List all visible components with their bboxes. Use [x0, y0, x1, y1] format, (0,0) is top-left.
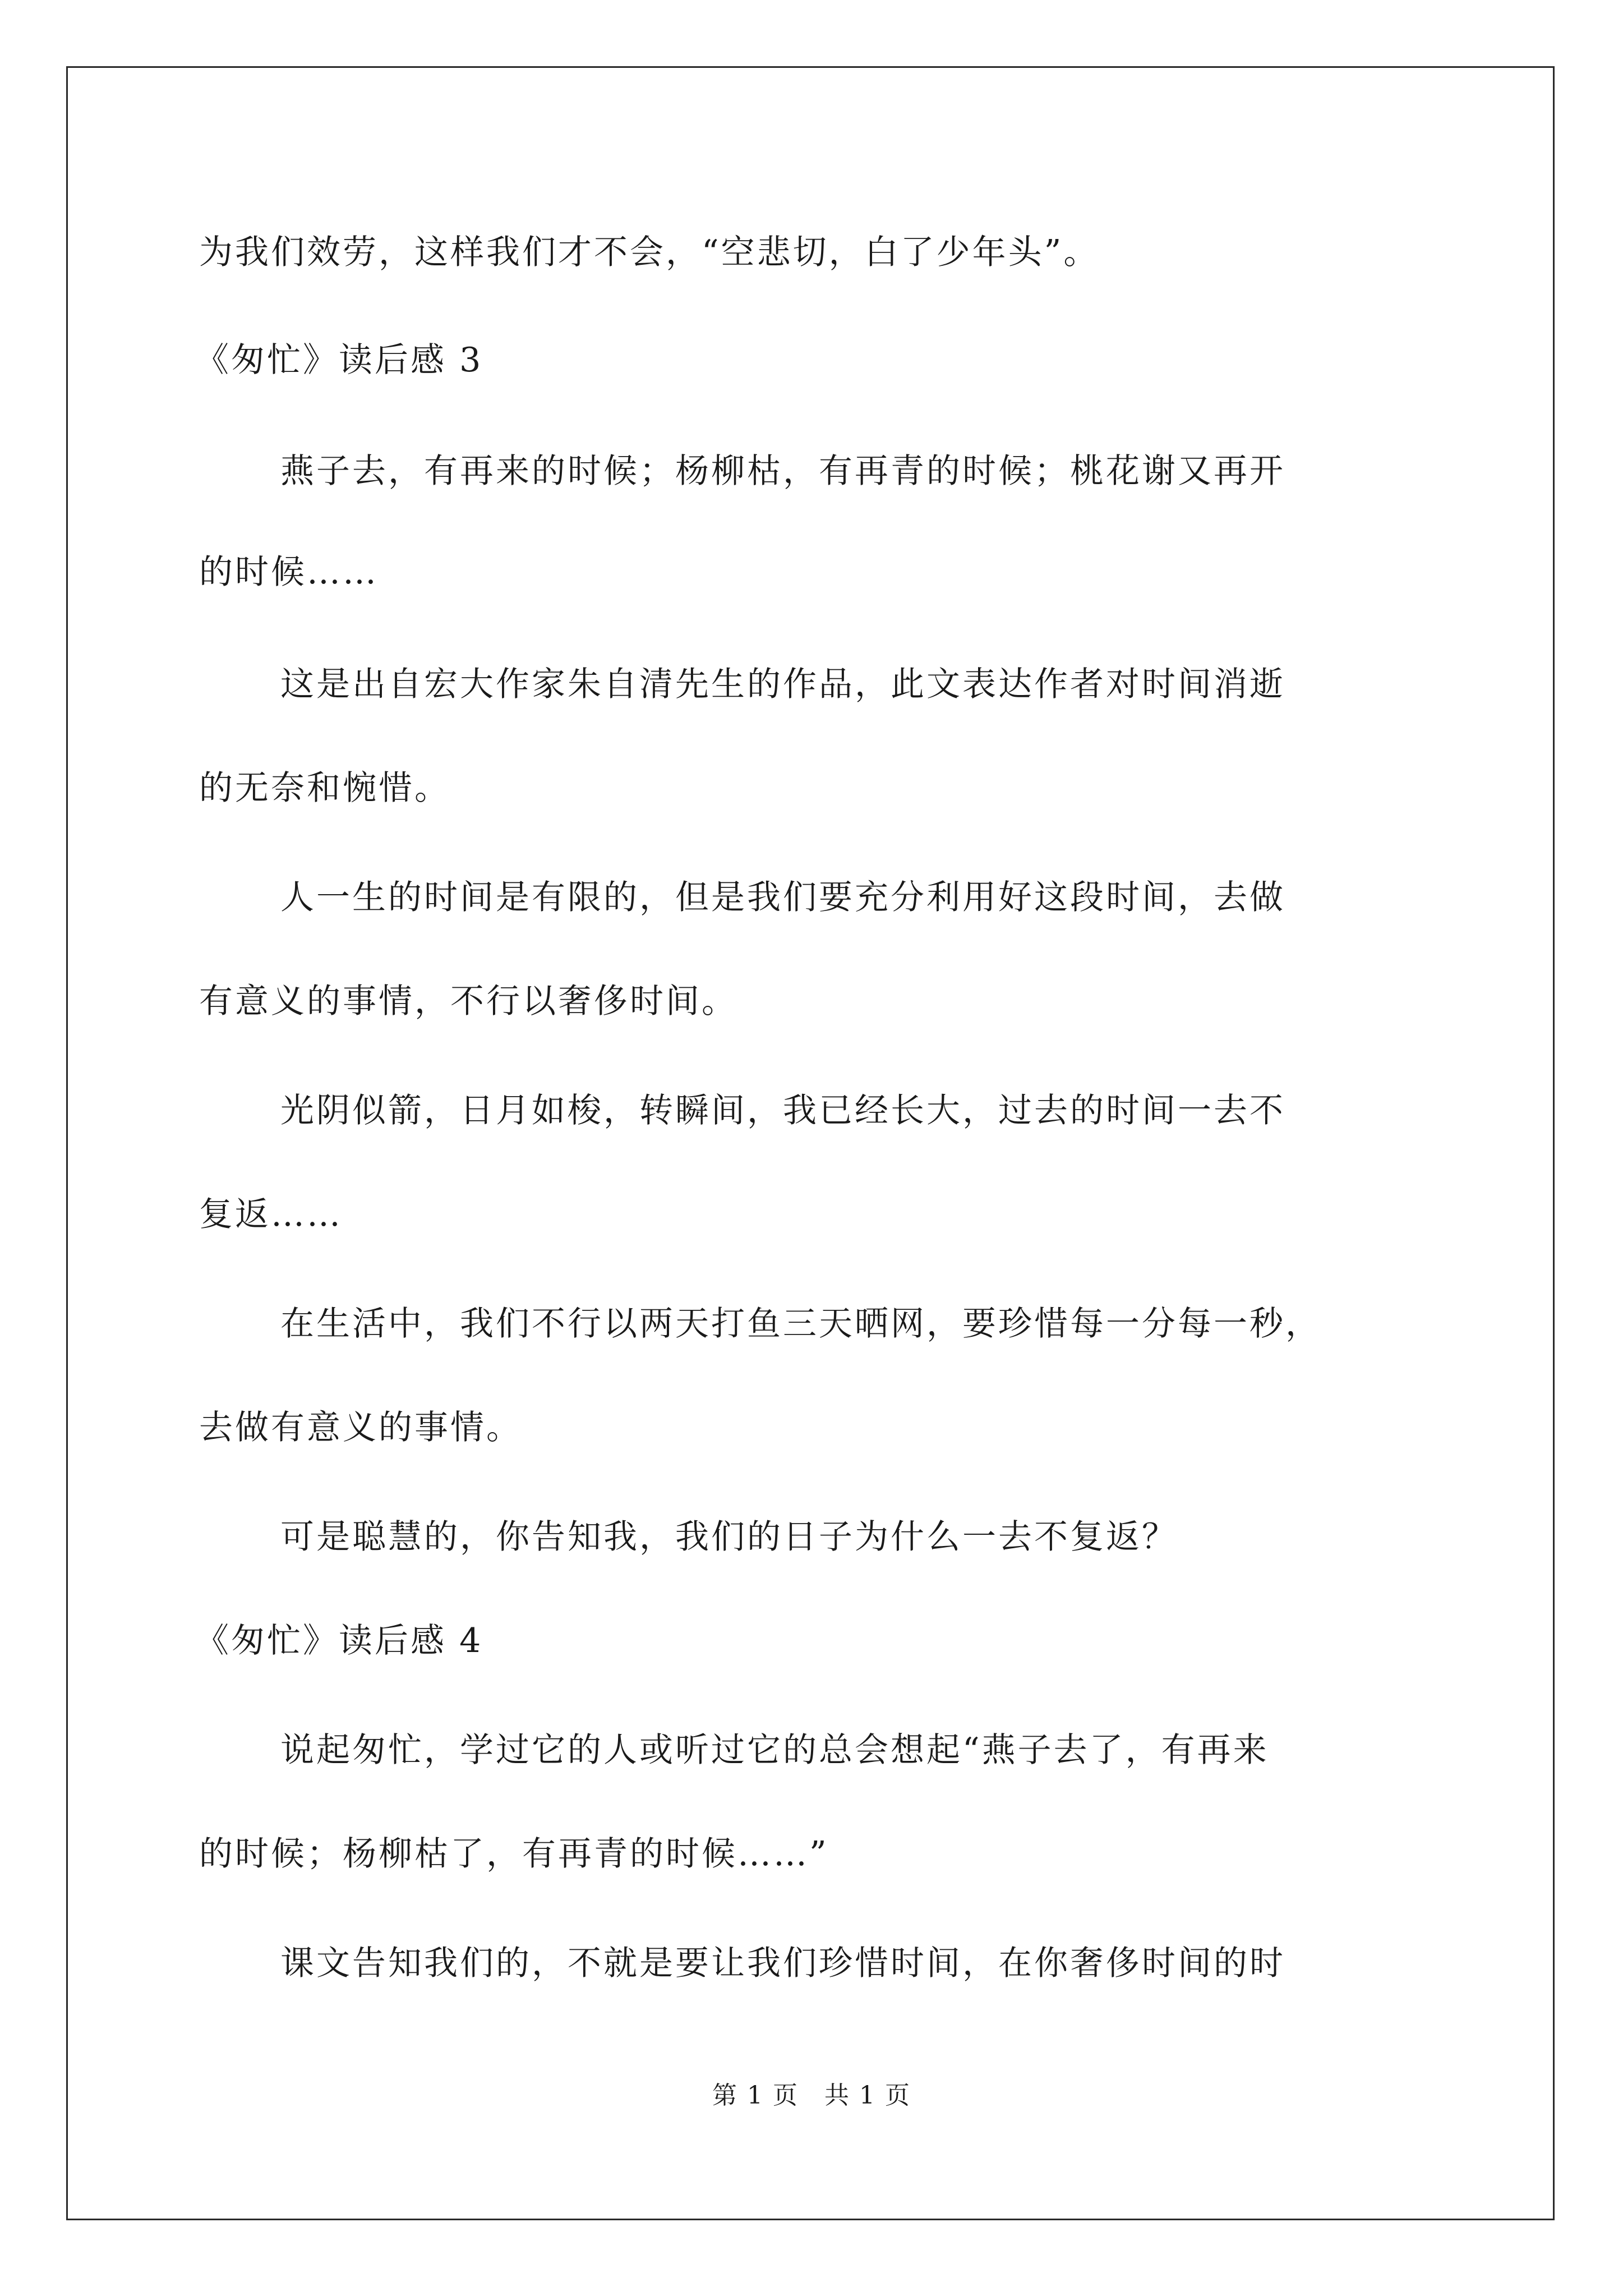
body-line: 复返……: [199, 1195, 343, 1234]
body-line: 为我们效劳，这样我们才不会，“空悲切，白了少年头”。: [199, 233, 1100, 272]
body-line: 可是聪慧的，你告知我，我们的日子为什么一去不复返？: [280, 1517, 1178, 1557]
section-heading: 《匆忙》读后感 3: [195, 341, 483, 380]
body-line: 的时候；杨柳枯了，有再青的时候……”: [199, 1834, 829, 1874]
section-heading: 《匆忙》读后感 4: [195, 1621, 483, 1660]
body-line: 这是出自宏大作家朱自清先生的作品，此文表达作者对时间消逝: [280, 665, 1285, 704]
body-line: 光阴似箭，日月如梭，转瞬间，我已经长大，过去的时间一去不: [280, 1091, 1285, 1130]
body-line: 有意义的事情，不行以奢侈时间。: [199, 982, 737, 1021]
body-line: 人一生的时间是有限的，但是我们要充分利用好这段时间，去做: [280, 878, 1285, 917]
body-line: 的无奈和惋惜。: [199, 769, 450, 808]
body-line: 去做有意义的事情。: [199, 1408, 522, 1447]
body-line: 燕子去，有再来的时候；杨柳枯，有再青的时候；桃花谢又再开: [280, 452, 1285, 491]
page-footer: 第 1 页 共 1 页: [712, 2081, 911, 2110]
body-line: 的时候……: [199, 553, 379, 592]
body-line: 说起匆忙，学过它的人或听过它的总会想起“燕子去了，有再来: [280, 1731, 1269, 1770]
body-line: 课文告知我们的，不就是要让我们珍惜时间，在你奢侈时间的时: [280, 1944, 1285, 1983]
body-line: 在生活中，我们不行以两天打鱼三天晒网，要珍惜每一分每一秒，: [280, 1304, 1321, 1343]
page-border: [66, 66, 1555, 2220]
